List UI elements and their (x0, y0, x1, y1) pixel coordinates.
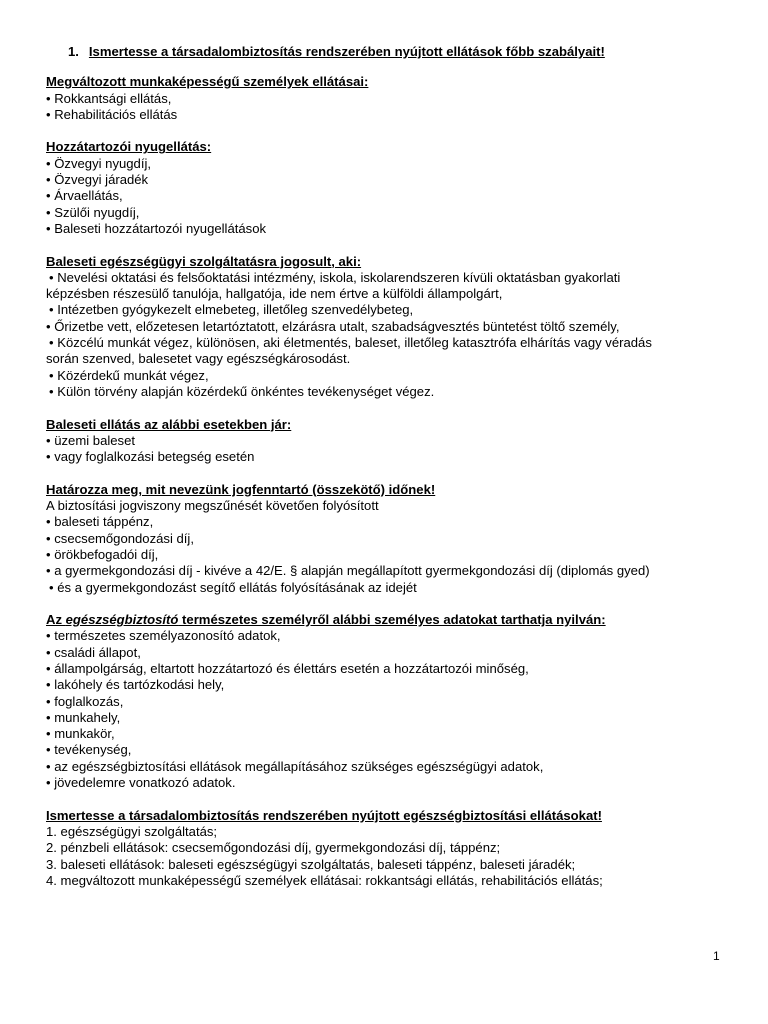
list-item: • Külön törvény alapján közérdekű önkéntes tevékenységet végez. (49, 383, 435, 399)
section-heading: Hozzátartozói nyugellátás: (46, 139, 212, 155)
list-item: • Rehabilitációs ellátás (46, 106, 178, 122)
list-item: • a gyermekgondozási díj - kivéve a 42/E. § alapján megállapított gyermekgondozási díj (diplomás gyed) (46, 563, 650, 579)
list-item-continuation: képzésben részesülő tanulója, hallgatója, ide nem értve a külföldi állampolgárt, (46, 286, 503, 302)
page-number: 1 (713, 949, 720, 963)
list-item: • Közérdekű munkát végez, (49, 367, 209, 383)
list-item: • baleseti táppénz, (46, 514, 154, 530)
section-reserved-period (46, 482, 736, 596)
section-personal-data (46, 612, 736, 791)
heading-prefix: Az (46, 612, 66, 628)
list-item: • Özvegyi nyugdíj, (46, 155, 152, 171)
list-item: • állampolgárság, eltartott hozzátartozó és élettárs esetén a hozzátartozói minőség, (46, 660, 529, 676)
list-item: • vagy foglalkozási betegség esetén (46, 449, 255, 465)
list-item: 3. baleseti ellátások: baleseti egészségügyi szolgáltatás, baleseti táppénz, baleseti járadék; (46, 856, 576, 872)
section-heading (46, 612, 736, 628)
list-item: • örökbefogadói díj, (46, 546, 159, 562)
list-item: • Őrizetbe vett, előzetesen letartóztatott, elzárásra utalt, szabadságvesztés büntetést töltő személy, (46, 318, 620, 334)
list-item: • Árvaellátás, (46, 188, 123, 204)
list-item: • csecsemőgondozási díj, (46, 530, 194, 546)
section-heading: Határozza meg, mit nevezünk jogfenntartó (összekötő) időnek! (46, 481, 436, 497)
list-item: • Özvegyi járadék (46, 172, 149, 188)
list-item: • üzemi baleset (46, 432, 136, 448)
heading-suffix: természetes személyről alábbi személyes adatokat tarthatja nyilván: (178, 612, 606, 628)
list-item: • Közcélú munkát végez, különösen, aki életmentés, baleset, illetőleg katasztrófa elhárítás vagy véradás (49, 335, 652, 351)
list-item: • munkahely, (46, 709, 121, 725)
section-accident-health-service (46, 254, 736, 401)
title-text: Ismertesse a társadalombiztosítás rendszerében nyújtott ellátások főbb szabályait! (88, 44, 605, 59)
list-item: • Intézetben gyógykezelt elmebeteg, illetőleg szenvedélybeteg, (49, 302, 414, 318)
document-title (68, 44, 736, 60)
list-item: • Baleseti hozzátartozói nyugellátások (46, 220, 267, 236)
list-item: • Nevelési oktatási és felsőoktatási intézmény, iskola, iskolarendszeren kívüli oktatásban gyakorlati (49, 269, 621, 285)
list-item: • Rokkantsági ellátás, (46, 90, 172, 106)
document-page (46, 44, 736, 905)
section-health-insurance-benefits (46, 808, 736, 889)
list-item: • jövedelemre vonatkozó adatok. (46, 775, 236, 791)
paragraph-line: A biztosítási jogviszony megszűnését követően folyósított (46, 498, 379, 514)
section-heading: Megváltozott munkaképességű személyek ellátásai: (46, 74, 369, 90)
list-item: • az egészségbiztosítási ellátások megállapításához szükséges egészségügyi adatok, (46, 758, 544, 774)
list-item: 4. megváltozott munkaképességű személyek ellátásai: rokkantsági ellátás, rehabilitációs ellátás; (46, 872, 603, 888)
section-heading: Baleseti egészségügyi szolgáltatásra jogosult, aki: (46, 253, 362, 269)
heading-italic: egészségbiztosító (65, 612, 179, 628)
list-item: 1. egészségügyi szolgáltatás; (46, 823, 218, 839)
section-disability-benefits (46, 74, 736, 123)
section-survivor-pension (46, 139, 736, 237)
list-item: 2. pénzbeli ellátások: csecsemőgondozási díj, gyermekgondozási díj, táppénz; (46, 840, 501, 856)
list-item-continuation: során szenved, balesetet vagy egészségkárosodást. (46, 351, 351, 367)
list-item: • munkakör, (46, 726, 115, 742)
section-accident-benefit-cases (46, 417, 736, 466)
list-item: • tevékenység, (46, 742, 132, 758)
list-item: • Szülői nyugdíj, (46, 204, 140, 220)
list-item: • természetes személyazonosító adatok, (46, 628, 281, 644)
section-heading: Ismertesse a társadalombiztosítás rendszerében nyújtott egészségbiztosítási ellátásokat! (46, 807, 602, 823)
list-item: • foglalkozás, (46, 693, 124, 709)
list-item: • családi állapot, (46, 644, 141, 660)
list-item: • lakóhely és tartózkodási hely, (46, 677, 225, 693)
list-item: • és a gyermekgondozást segítő ellátás folyósításának az idejét (49, 579, 417, 595)
section-heading: Baleseti ellátás az alábbi esetekben jár: (46, 416, 292, 432)
title-number: 1. (68, 44, 79, 59)
